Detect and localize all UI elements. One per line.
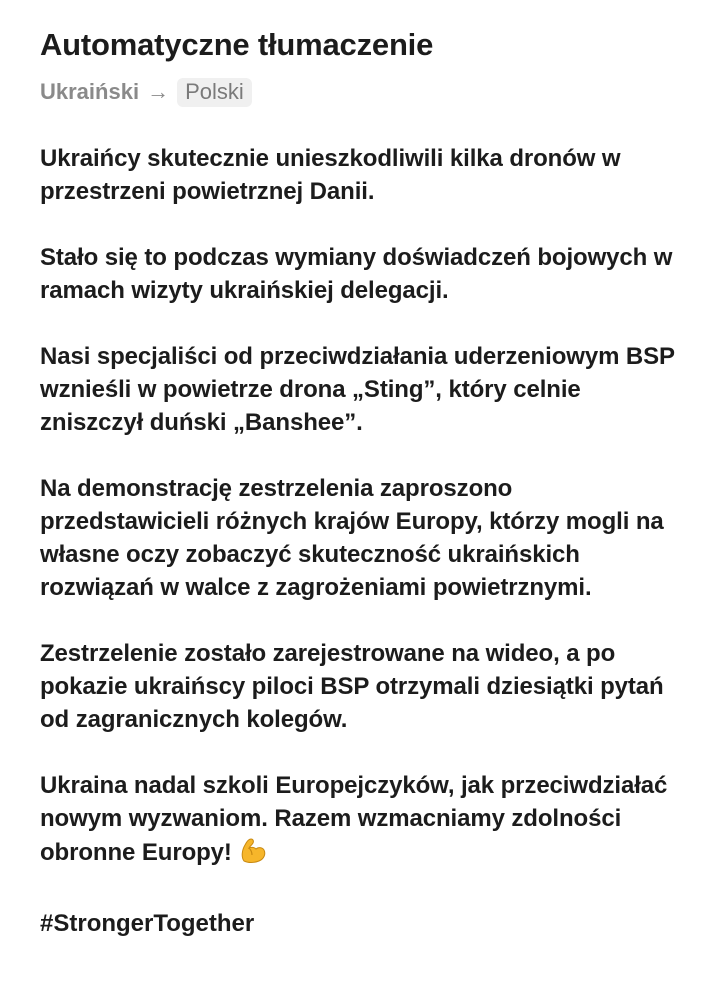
paragraph: Ukraińcy skutecznie unieszkodliwili kilka dronów w przestrzeni powietrznej Danii. [40,145,621,205]
paragraph: Stało się to podczas wymiany doświadczeń bojowych w ramach wizyty ukraińskiej delegacji. [40,244,673,304]
hashtag-link[interactable]: #StrongerTogether [40,910,255,937]
paragraph: Nasi specjaliści od przeciwdziałania uderzeniowym BSP wznieśli w powietrze drona „Sting”, który celnie zniszczył duński „Banshee”. [40,343,675,436]
target-language-chip[interactable]: Polski [177,78,252,107]
source-language[interactable]: Ukraiński [40,79,140,104]
paragraph: Na demonstrację zestrzelenia zaproszono przedstawicieli różnych krajów Europy, którzy mogli na własne oczy zobaczyć skuteczność ukraińskich rozwiązań w walce z zagrożeniami powietrznymi. [40,475,664,601]
paragraph: Zestrzelenie zostało zarejestrowane na wideo, a po pokazie ukraińscy piloci BSP otrzymali dziesiątki pytań od zagranicznych kolegów. [40,640,664,733]
flexed-biceps-icon [238,835,268,874]
translated-text [40,142,680,940]
arrow-right-icon: → [147,79,170,104]
language-selector [40,76,680,108]
paragraph-text: Ukraina nadal szkoli Europejczyków, jak przeciwdziałać nowym wyzwaniom. Razem wzmacniamy zdolności obronne Europy! [40,772,668,866]
page-title: Automatyczne tłumaczenie [40,27,434,62]
paragraph-with-emoji [40,769,680,874]
